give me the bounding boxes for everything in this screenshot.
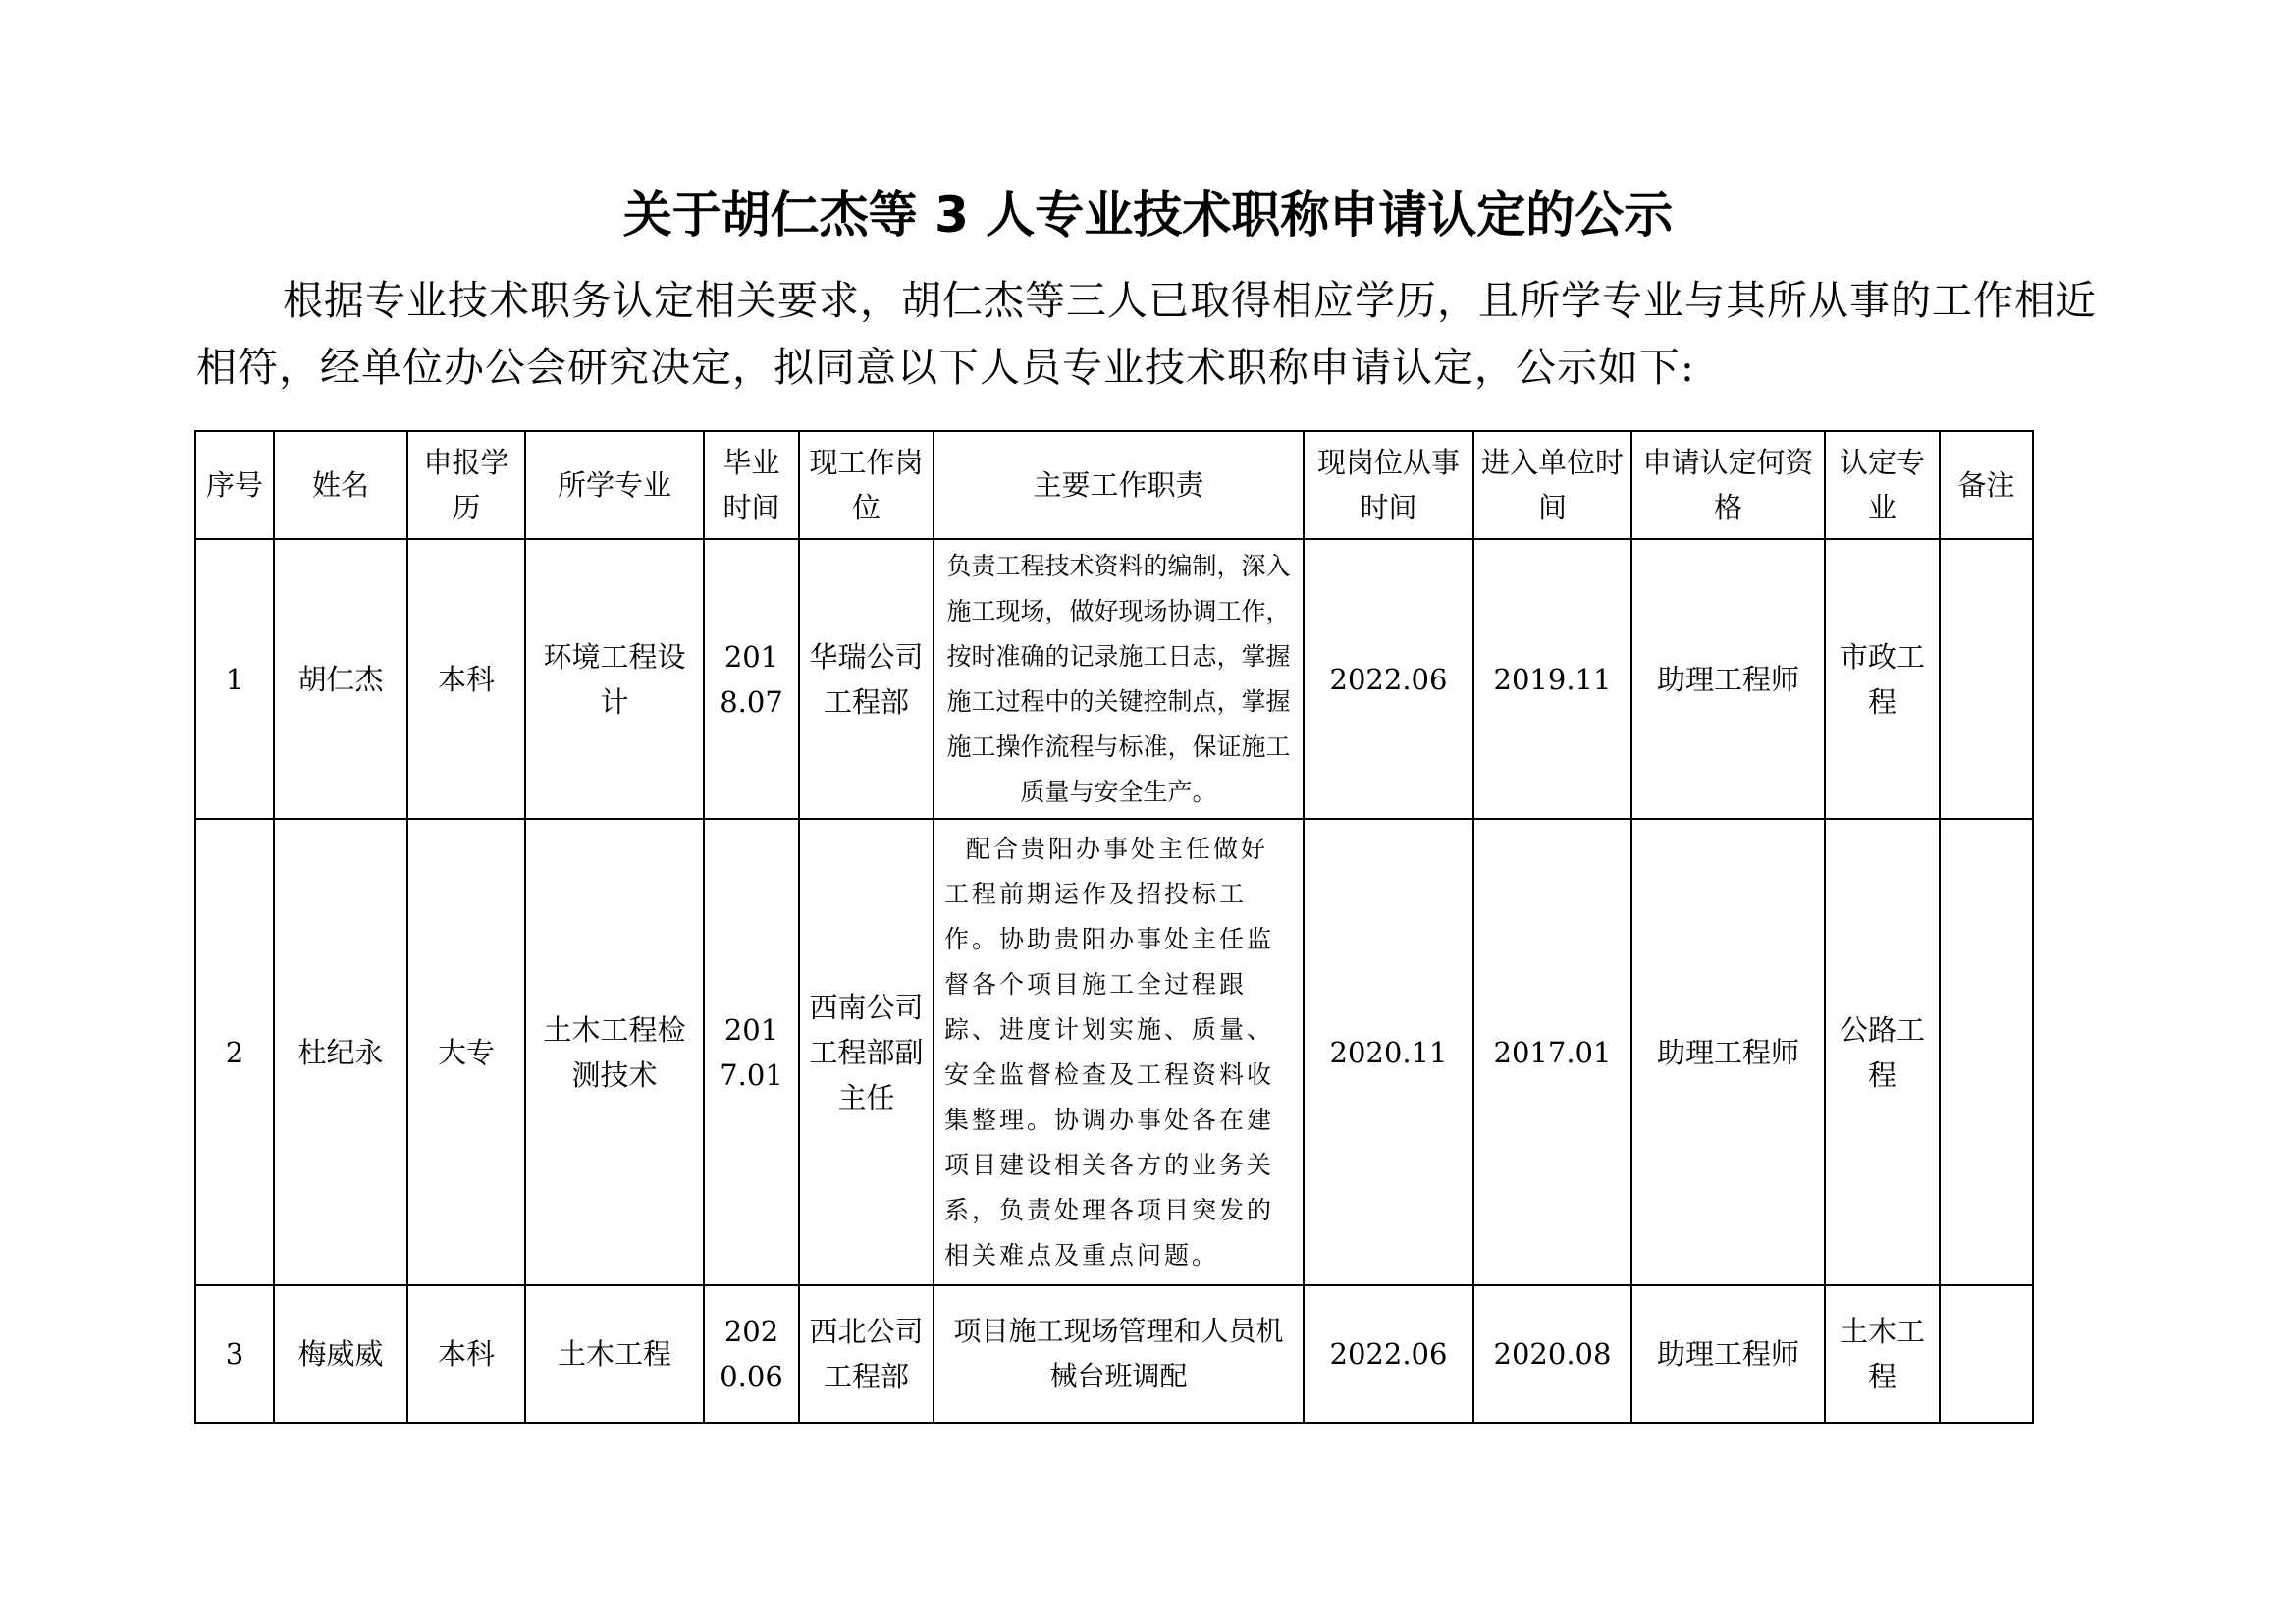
header-major: 所学专业 bbox=[525, 431, 704, 539]
header-name: 姓名 bbox=[274, 431, 407, 539]
cell-name: 梅威威 bbox=[274, 1285, 407, 1423]
header-duties: 主要工作职责 bbox=[934, 431, 1304, 539]
intro-paragraph: 根据专业技术职务认定相关要求，胡仁杰等三人已取得相应学历，且所学专业与其所从事的工作相近相符，经单位办公会研究决定，拟同意以下人员专业技术职称申请认定，公示如下: bbox=[196, 277, 2097, 391]
cell-join-time: 2017.01 bbox=[1473, 819, 1631, 1285]
cell-seq: 1 bbox=[195, 539, 274, 819]
cell-duties: 配合贵阳办事处主任做好工程前期运作及招投标工作。协助贵阳办事处主任监督各个项目施工全过程跟踪、进度计划实施、质量、安全监督检查及工程资料收集整理。协调办事处各在建项目建设相关各方的业务关系，负责处理各项目突发的相关难点及重点问题。 bbox=[934, 819, 1304, 1285]
cell-position: 华瑞公司工程部 bbox=[799, 539, 934, 819]
cell-remarks bbox=[1940, 1285, 2033, 1423]
table-row bbox=[195, 819, 2033, 1285]
cell-education: 本科 bbox=[407, 539, 525, 819]
cell-education: 本科 bbox=[407, 1285, 525, 1423]
cell-remarks bbox=[1940, 539, 2033, 819]
cell-position: 西北公司工程部 bbox=[799, 1285, 934, 1423]
header-qualification: 申请认定何资格 bbox=[1631, 431, 1825, 539]
header-education: 申报学历 bbox=[407, 431, 525, 539]
cell-post-time: 2022.06 bbox=[1304, 539, 1473, 819]
cell-name: 胡仁杰 bbox=[274, 539, 407, 819]
table-header-row bbox=[195, 431, 2033, 539]
header-join-time: 进入单位时间 bbox=[1473, 431, 1631, 539]
header-remarks: 备注 bbox=[1940, 431, 2033, 539]
cell-specialty: 市政工程 bbox=[1825, 539, 1940, 819]
cell-specialty: 公路工程 bbox=[1825, 819, 1940, 1285]
document-title: 关于胡仁杰等 3 人专业技术职称申请认定的公示 bbox=[622, 187, 1674, 244]
cell-education: 大专 bbox=[407, 819, 525, 1285]
header-specialty: 认定专业 bbox=[1825, 431, 1940, 539]
cell-position: 西南公司工程部副主任 bbox=[799, 819, 934, 1285]
cell-specialty: 土木工程 bbox=[1825, 1285, 1940, 1423]
cell-qualification: 助理工程师 bbox=[1631, 1285, 1825, 1423]
cell-name: 杜纪永 bbox=[274, 819, 407, 1285]
cell-remarks bbox=[1940, 819, 2033, 1285]
cell-duties: 负责工程技术资料的编制，深入施工现场，做好现场协调工作，按时准确的记录施工日志，掌握施工过程中的关键控制点，掌握施工操作流程与标准，保证施工质量与安全生产。 bbox=[934, 539, 1304, 819]
header-seq: 序号 bbox=[195, 431, 274, 539]
cell-post-time: 2020.11 bbox=[1304, 819, 1473, 1285]
cell-post-time: 2022.06 bbox=[1304, 1285, 1473, 1423]
cell-major: 环境工程设计 bbox=[525, 539, 704, 819]
cell-qualification: 助理工程师 bbox=[1631, 539, 1825, 819]
cell-seq: 2 bbox=[195, 819, 274, 1285]
cell-join-time: 2019.11 bbox=[1473, 539, 1631, 819]
header-post-time: 现岗位从事时间 bbox=[1304, 431, 1473, 539]
cell-seq: 3 bbox=[195, 1285, 274, 1423]
table-row bbox=[195, 539, 2033, 819]
cell-major: 土木工程 bbox=[525, 1285, 704, 1423]
header-grad-time: 毕业时间 bbox=[704, 431, 799, 539]
header-position: 现工作岗位 bbox=[799, 431, 934, 539]
applicant-table bbox=[194, 430, 2034, 1424]
cell-major: 土木工程检测技术 bbox=[525, 819, 704, 1285]
cell-grad-time: 2017.01 bbox=[704, 819, 799, 1285]
cell-grad-time: 2018.07 bbox=[704, 539, 799, 819]
cell-join-time: 2020.08 bbox=[1473, 1285, 1631, 1423]
cell-qualification: 助理工程师 bbox=[1631, 819, 1825, 1285]
cell-grad-time: 2020.06 bbox=[704, 1285, 799, 1423]
table-row bbox=[195, 1285, 2033, 1423]
cell-duties: 项目施工现场管理和人员机械台班调配 bbox=[934, 1285, 1304, 1423]
